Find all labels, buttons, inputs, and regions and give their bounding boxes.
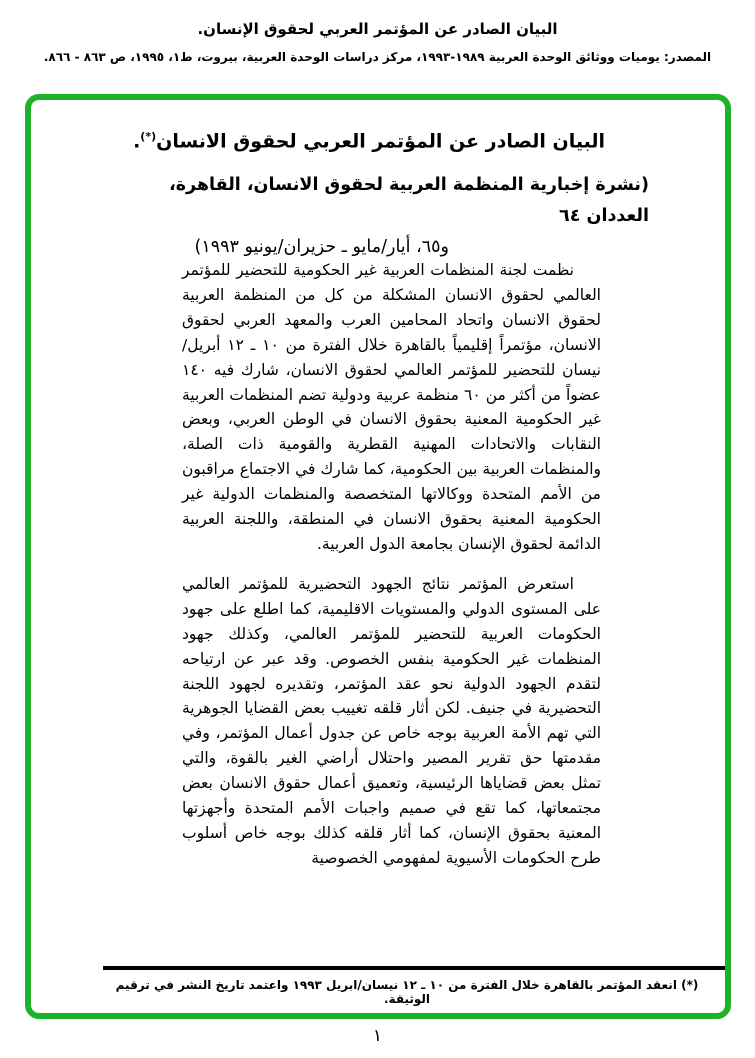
doc-title: [133, 130, 605, 153]
doc-title-text: البيان الصادر عن المؤتمر العربي لحقوق الانسان: [156, 130, 605, 153]
page-number: ١: [372, 1026, 383, 1046]
green-page-frame: [25, 94, 731, 1019]
doc-subtitle: [127, 170, 649, 263]
document-source-citation: المصدر: يوميات ووثائق الوحدة العربية ١٩٨٩-١٩٩٣، مركز دراسات الوحدة العربية، بيروت، ط١، ١٩٩٥، ص ٨٦٣ - ٨٦٦.: [43, 50, 712, 64]
document-header-title: البيان الصادر عن المؤتمر العربي لحقوق الإنسان.: [197, 20, 558, 38]
footnote-separator-rule: [103, 966, 725, 970]
doc-subtitle-line2: و٦٥، أيار/مايو ـ حزيران/يونيو ١٩٩٣): [194, 237, 449, 257]
title-footnote-marker: (*): [140, 130, 157, 143]
body-paragraph-2: استعرض المؤتمر نتائج الجهود التحضيرية للمؤتمر العالمي على المستوى الدولي والمستويات الاقليمية، كما اطلع على جهود الحكومات العربية للتحضير للمؤتمر العالمي، وكذلك جهود المنظمات غير الحكومية بنفس الخصوص. وقد عبر عن ارتياحه لتقدم الجهود الدولية نحو عقد المؤتمر، وتقديره لجهود اللجنة التحضيرية في جنيف. لكن أثار قلقه تغييب بعض القضايا الجوهرية التي تهم الأمة العربية بوجه خاص عن جدول أعمال المؤتمر، وفي مقدمتها حق تقرير المصير واحتلال أراضي الغير بالقوة، والتي تمثل بعض قضاياها الرئيسية، وتعميق أعمال حقوق الانسان بعض مجتمعاتها، كما تقع في صميم واجبات الأمم المتحدة وأجهزتها المعنية بحقوق الإنسان، كما أثار قلقه كذلك بوجه خاص أسلوب طرح الحكومات الأسيوية لمفهومي الخصوصية: [182, 574, 601, 867]
doc-body: [182, 258, 601, 871]
doc-subtitle-line1: (نشرة إخبارية المنظمة العربية لحقوق الانسان، القاهرة، العددان ٦٤: [169, 175, 649, 226]
footnote-text: (*) انعقد المؤتمر بالقاهرة خلال الفترة من ١٠ ـ ١٢ نيسان/ابريل ١٩٩٣ واعتمد تاريخ النشر في ترقيم الوثيقة.: [115, 978, 699, 1006]
doc-title-period: .: [133, 130, 141, 153]
body-paragraph-1: نظمت لجنة المنظمات العربية غير الحكومية للتحضير للمؤتمر العالمي لحقوق الانسان المشكلة من كل من المنظمة العربية لحقوق الانسان واتحاد المحامين العرب والمعهد العربي لحقوق الانسان، مؤتمراً إقليمياً بالقاهرة خلال الفترة من ١٠ ـ ١٢ أبريل/نيسان للتحضير للمؤتمر العالمي لحقوق الانسان، شارك فيه ١٤٠ عضواً من أكثر من ٦٠ منظمة عربية ودولية تضم المنظمات العربية غير الحكومية المعنية بحقوق الانسان في الوطن العربي، وبعض النقابات والاتحادات المهنية القطرية والقومية ذات الصلة، والمنظمات العربية بين الحكومية، كما شارك في الاجتماع مراقبون من الأمم المتحدة ووكالاتها المتخصصة والمنظمات الدولية غير الحكومية المعنية بحقوق الانسان في المنطقة، واللجنة العربية الدائمة لحقوق الإنسان بجامعة الدول العربية.: [182, 261, 602, 553]
